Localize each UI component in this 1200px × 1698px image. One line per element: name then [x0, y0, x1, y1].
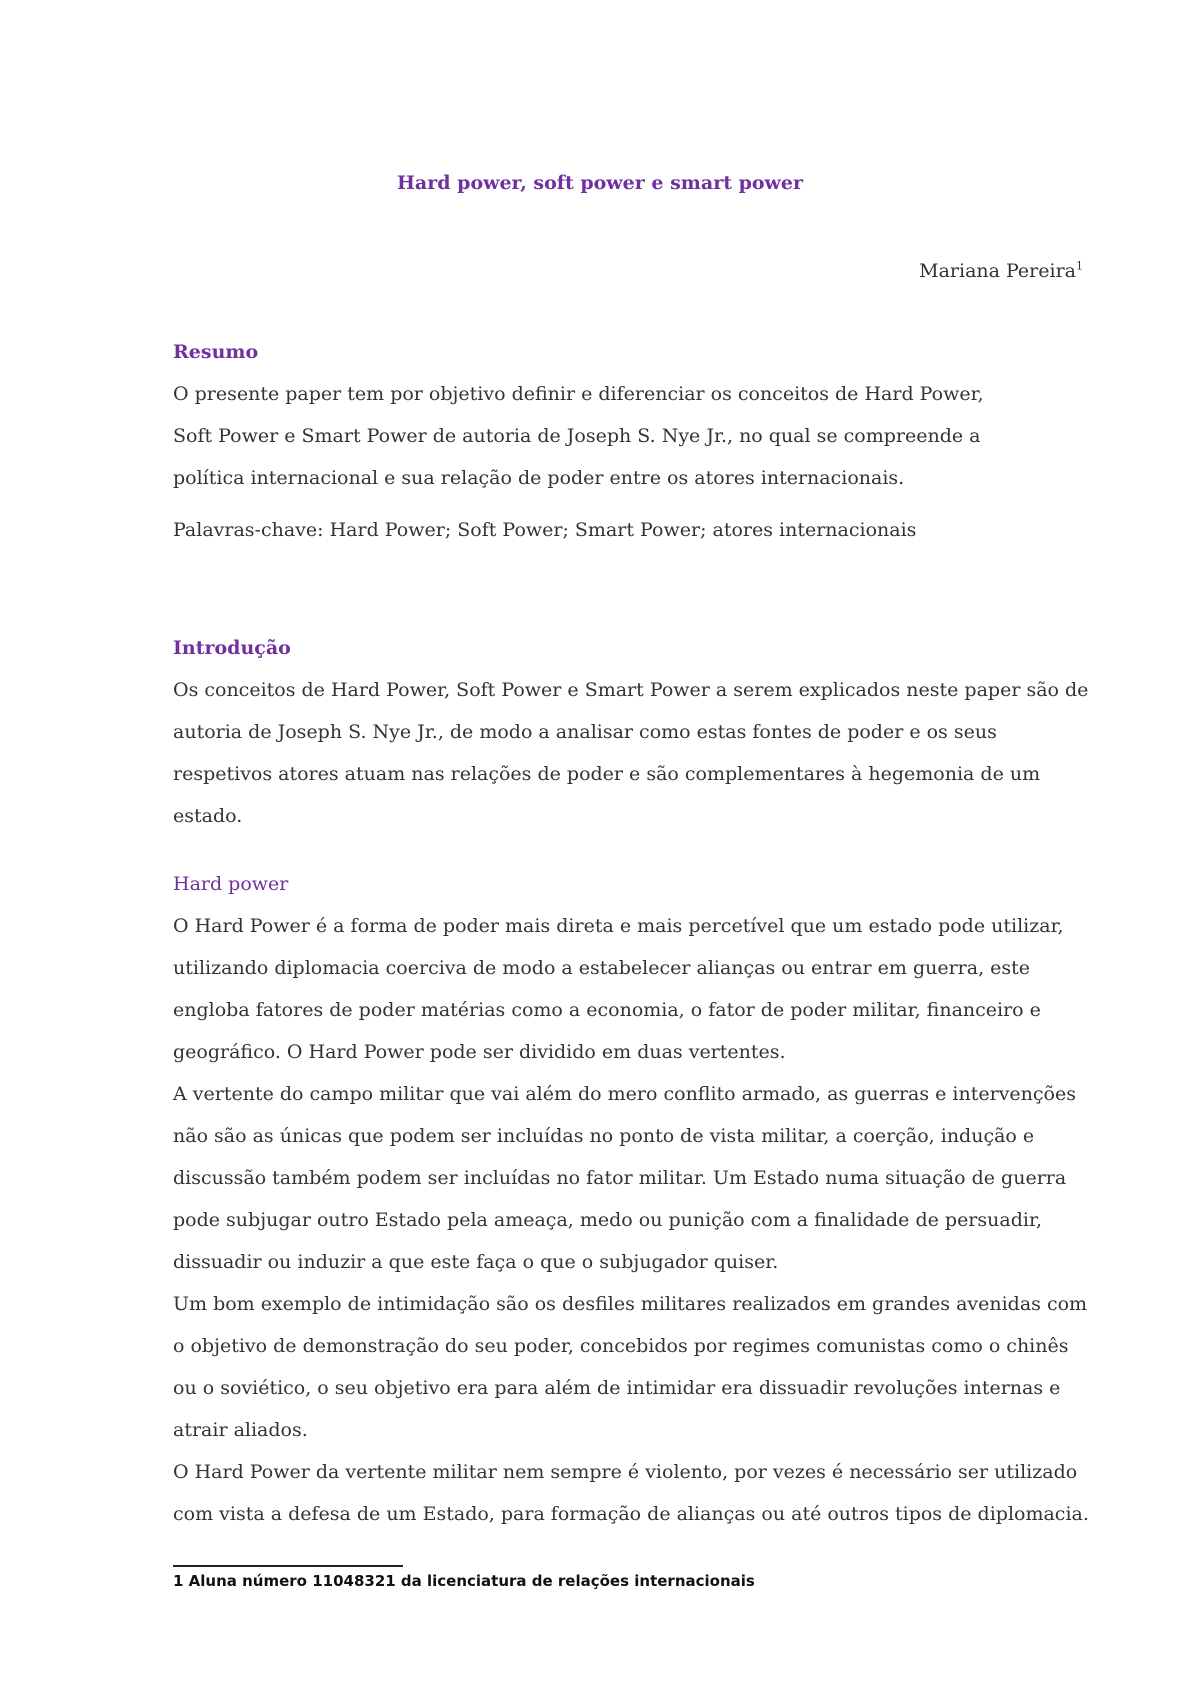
hard-power-paragraph: Um bom exemplo de intimidação são os desfiles militares realizados em grandes avenidas com o objetivo de demonstração do seu poder, concebidos por regimes comunistas como o chinês ou o soviético, o seu objetivo era para além de intimidar era dissuadir revoluções internas e atrair aliados.	[173, 1293, 1088, 1441]
introducao-text: Os conceitos de Hard Power, Soft Power e Smart Power a serem explicados neste paper são de autoria de Joseph S. Nye Jr., de modo a analisar como estas fontes de poder e os seus respetivos atores atuam nas relações de poder e são complementares à hegemonia de um estado.	[173, 679, 1089, 827]
hard-power-paragraph: O Hard Power da vertente militar nem sempre é violento, por vezes é necessário ser utilizado com vista a defesa de um Estado, para formação de alianças ou até outros tipos de diplomacia.	[173, 1461, 1089, 1525]
keywords-text: Palavras-chave: Hard Power; Soft Power; Smart Power; atores internacionais	[173, 519, 917, 541]
author-name: Mariana Pereira	[919, 260, 1076, 282]
resumo-heading: Resumo	[173, 341, 259, 363]
section-hard-power	[173, 863, 1093, 1535]
section-resumo	[173, 331, 1093, 499]
footnote-mark: 1	[1076, 259, 1083, 273]
author-line	[919, 260, 1083, 282]
document-title: Hard power, soft power e smart power	[396, 172, 804, 194]
hard-power-paragraph: A vertente do campo militar que vai além do mero conflito armado, as guerras e intervenções não são as únicas que podem ser incluídas no ponto de vista militar, a coerção, indução e discussão também podem ser incluídas no fator militar. Um Estado numa situação de guerra pode subjugar outro Estado pela ameaça, medo ou punição com a finalidade de persuadir, dissuadir ou induzir a que este faça o que o subjugador quiser.	[173, 1083, 1076, 1273]
resumo-text: O presente paper tem por objetivo definir e diferenciar os conceitos de Hard Power, Soft Power e Smart Power de autoria de Joseph S. Nye Jr., no qual se compreende a política internacional e sua relação de poder entre os atores internacionais.	[173, 383, 984, 489]
section-introducao	[173, 627, 1093, 837]
introducao-heading: Introdução	[173, 637, 291, 659]
hard-power-heading: Hard power	[173, 873, 289, 895]
section-keywords	[173, 509, 1093, 551]
footnote-separator	[173, 1565, 403, 1567]
hard-power-paragraph: O Hard Power é a forma de poder mais direta e mais percetível que um estado pode utilizar, utilizando diplomacia coerciva de modo a estabelecer alianças ou entrar em guerra, este engloba fatores de poder matérias como a economia, o fator de poder militar, financeiro e geográfico. O Hard Power pode ser dividido em duas vertentes.	[173, 915, 1064, 1063]
footnote-text: 1 Aluna número 11048321 da licenciatura de relações internacionais	[173, 1572, 755, 1590]
